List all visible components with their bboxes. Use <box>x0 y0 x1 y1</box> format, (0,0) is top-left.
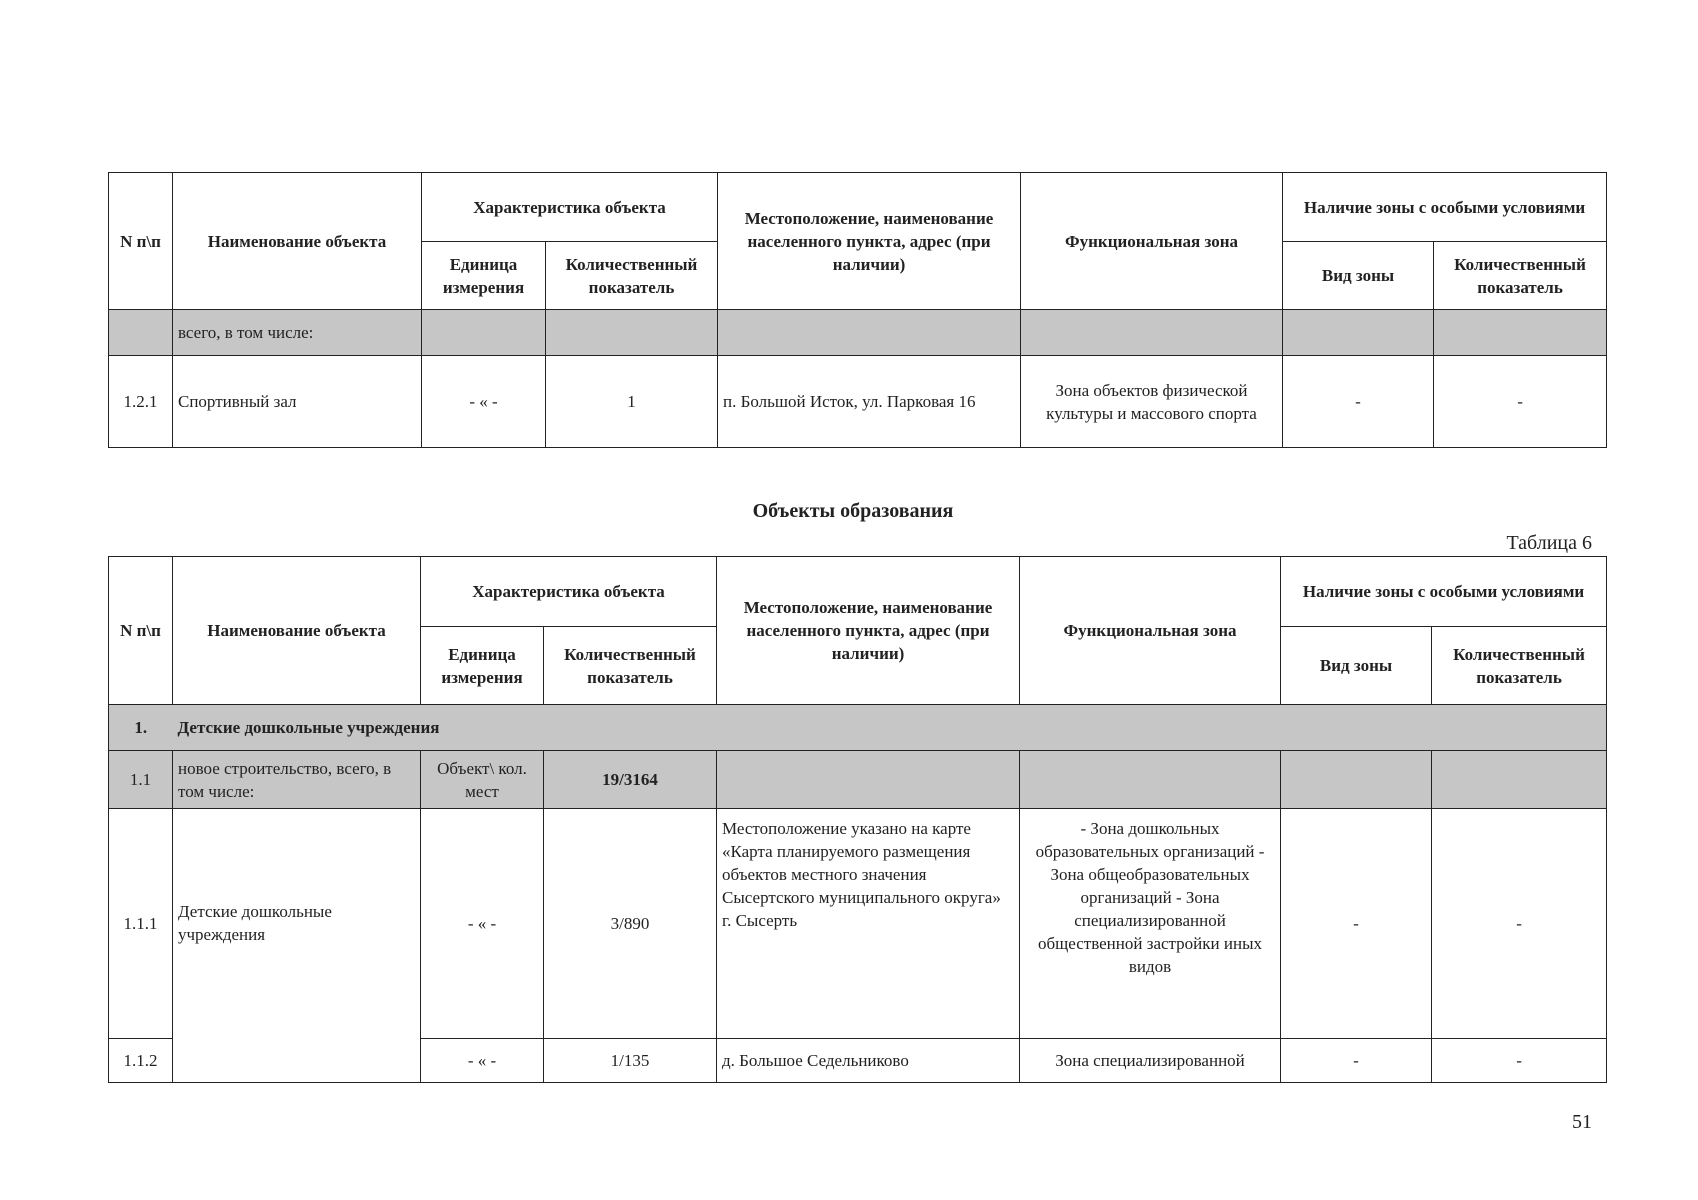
objects-table-education <box>108 556 1607 1083</box>
col-zone-qty-header: Количественный показатель <box>1434 242 1607 310</box>
cell-num: 1.1.2 <box>109 1039 173 1083</box>
cell-func-zone: Зона объектов физической культуры и массового спорта <box>1021 356 1283 448</box>
col-num-header: N п\п <box>109 557 173 705</box>
cell-location: д. Большое Седельниково <box>717 1039 1020 1083</box>
cell-qty: 3/890 <box>544 809 717 1039</box>
cell-num: 1.1.1 <box>109 809 173 1039</box>
cell-zone-type: - <box>1283 356 1434 448</box>
cell-location: п. Большой Исток, ул. Парковая 16 <box>718 356 1021 448</box>
cell-func-zone: - Зона дошкольных образовательных организаций - Зона общеобразовательных организаций - Зона специализированной общественной застройки иных видов <box>1020 809 1281 1039</box>
table-row <box>109 809 1607 1039</box>
table-row <box>109 356 1607 448</box>
col-zone-type-header: Вид зоны <box>1283 242 1434 310</box>
table-row <box>109 310 1607 356</box>
col-zone-qty-header: Количественный показатель <box>1432 627 1607 705</box>
cell-num: 1.2.1 <box>109 356 173 448</box>
cell-func-zone <box>1020 751 1281 809</box>
cell-func-zone: Зона специализированной <box>1020 1039 1281 1083</box>
cell-func-zone <box>1021 310 1283 356</box>
subtotal-row <box>109 751 1607 809</box>
col-zone-type-header: Вид зоны <box>1281 627 1432 705</box>
cell-zone-type <box>1281 751 1432 809</box>
cell-location <box>717 751 1020 809</box>
col-qty-header: Количественный показатель <box>546 242 718 310</box>
col-num-header: N п\п <box>109 173 173 310</box>
cell-num <box>109 310 173 356</box>
cell-unit: - « - <box>421 809 544 1039</box>
cell-num: 1.1 <box>109 751 173 809</box>
col-location-header: Местоположение, наименование населенного пункта, адрес (при наличии) <box>718 173 1021 310</box>
cell-zone-qty: - <box>1434 356 1607 448</box>
cell-qty: 19/3164 <box>544 751 717 809</box>
table-label: Таблица 6 <box>1506 532 1592 554</box>
cell-zone-qty <box>1432 751 1607 809</box>
col-special-zone-header: Наличие зоны с особыми условиями <box>1283 173 1607 242</box>
cell-name: Спортивный зал <box>173 356 422 448</box>
section-title: Объекты образования <box>752 500 954 522</box>
cell-zone-type: - <box>1281 1039 1432 1083</box>
col-special-zone-header: Наличие зоны с особыми условиями <box>1281 557 1607 627</box>
cell-location <box>718 310 1021 356</box>
col-func-zone-header: Функциональная зона <box>1021 173 1283 310</box>
cell-location: Местоположение указано на карте «Карта планируемого размещения объектов местного значения Сысертского муниципального округа» г. Сысерть <box>717 809 1020 1039</box>
cell-qty: 1/135 <box>544 1039 717 1083</box>
cell-zone-type <box>1283 310 1434 356</box>
cell-qty: 1 <box>546 356 718 448</box>
col-unit-header: Единица измерения <box>422 242 546 310</box>
cell-zone-qty: - <box>1432 809 1607 1039</box>
group-name: Детские дошкольные учреждения <box>173 705 1607 751</box>
cell-zone-type: - <box>1281 809 1432 1039</box>
cell-unit: Объект\ кол. мест <box>421 751 544 809</box>
cell-zone-qty <box>1434 310 1607 356</box>
cell-unit <box>422 310 546 356</box>
cell-name <box>173 809 421 1083</box>
col-location-header: Местоположение, наименование населенного пункта, адрес (при наличии) <box>717 557 1020 705</box>
col-characteristic-header: Характеристика объекта <box>422 173 718 242</box>
cell-qty <box>546 310 718 356</box>
cell-name: всего, в том числе: <box>173 310 422 356</box>
group-num: 1. <box>109 705 173 751</box>
group-row <box>109 705 1607 751</box>
page-number: 51 <box>1572 1111 1592 1133</box>
cell-name-text: Детские дошкольные учреждения <box>178 901 332 944</box>
objects-table-top <box>108 172 1607 448</box>
col-unit-header: Единица измерения <box>421 627 544 705</box>
cell-zone-qty: - <box>1432 1039 1607 1083</box>
col-name-header: Наименование объекта <box>173 557 421 705</box>
cell-unit: - « - <box>421 1039 544 1083</box>
col-characteristic-header: Характеристика объекта <box>421 557 717 627</box>
col-qty-header: Количественный показатель <box>544 627 717 705</box>
cell-name: новое строительство, всего, в том числе: <box>173 751 421 809</box>
col-func-zone-header: Функциональная зона <box>1020 557 1281 705</box>
cell-unit: - « - <box>422 356 546 448</box>
col-name-header: Наименование объекта <box>173 173 422 310</box>
